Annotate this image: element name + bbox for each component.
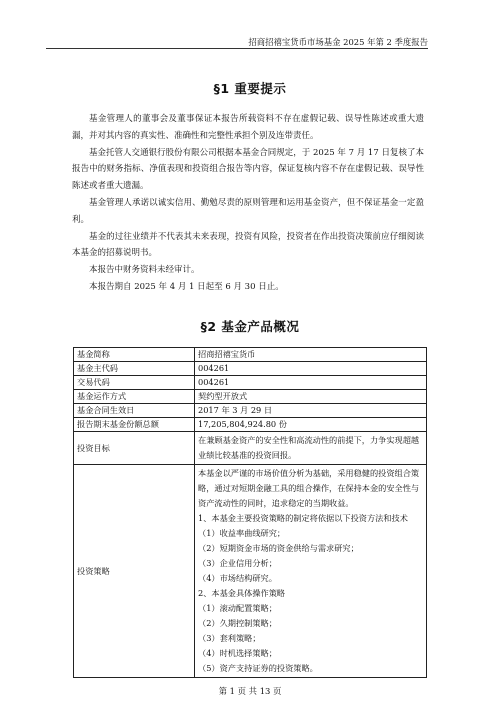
- strategy-line: （4）时机选择策略；: [198, 648, 277, 658]
- row-value: 在兼顾基金资产的安全性和高流动性的前提下，力争实现超越业绩比较基准的投资回报。: [195, 432, 427, 465]
- strategy-line: （1）滚动配置策略；: [198, 603, 277, 613]
- strategy-line: （3）套利策略；: [198, 633, 261, 643]
- notice-paragraph: 本报告期自 2025 年 4 月 1 日起至 6 月 30 日止。: [89, 282, 284, 293]
- table-row: [74, 348, 427, 362]
- strategy-line: （2）久期控制策略；: [198, 618, 277, 628]
- row-label: 基金合同生效日: [74, 404, 195, 418]
- row-label: 基金主代码: [74, 362, 195, 376]
- strategy-line: 本基金以严谨的市场价值分析为基础，采用稳健的投资组合策略，通过对短期金融工具的组合操作，在保持本金的安全性与资产流动性的同时，追求稳定的当期收益。: [198, 468, 420, 508]
- row-label: 投资策略: [74, 465, 195, 678]
- row-label: 报告期末基金份额总额: [74, 418, 195, 432]
- important-notice: [72, 111, 424, 297]
- strategy-cell: [195, 465, 427, 678]
- row-value: 2017 年 3 月 29 日: [195, 404, 427, 418]
- notice-paragraph: 基金托管人交通银行股份有限公司根据本基金合同规定，于 2025 年 7 月 17 日复核了本报告中的财务指标、净值表现和投资组合报告等内容，保证复核内容不存在虚假记载、误导性陈述或者重大遗漏。: [72, 147, 424, 191]
- notice-paragraph: 基金的过往业绩并不代表其未来表现，投资有风险，投资者在作出投资决策前应仔细阅读本基金的招募说明书。: [72, 231, 424, 259]
- strategy-line: （5）资产支持证券的投资策略。: [198, 663, 318, 673]
- table-row: [74, 390, 427, 404]
- row-value: 契约型开放式: [195, 390, 427, 404]
- fund-profile-table: [73, 347, 427, 678]
- strategy-line: （4）市场结构研究。: [198, 573, 277, 583]
- running-header: 招商招禧宝货币市场基金 2025 年第 2 季度报告: [248, 37, 428, 47]
- table-row: [74, 404, 427, 418]
- section-2-title: §2 基金产品概况: [200, 319, 300, 334]
- notice-paragraph: 基金管理人承诺以诚实信用、勤勉尽责的原则管理和运用基金资产，但不保证基金一定盈利。: [72, 197, 424, 225]
- row-label: 基金运作方式: [74, 390, 195, 404]
- table-row: [74, 465, 427, 678]
- row-value: 004261: [195, 376, 427, 390]
- page-number: 第 1 页 共 13 页: [218, 686, 282, 696]
- header-rule: [46, 48, 428, 49]
- row-value: 17,205,804,924.80 份: [195, 418, 427, 432]
- row-value: 004261: [195, 362, 427, 376]
- row-label: 投资目标: [74, 432, 195, 465]
- strategy-line: （2）短期资金市场的资金供给与需求研究；: [198, 543, 359, 553]
- strategy-line: （3）企业信用分析；: [198, 558, 277, 568]
- strategy-line: 1、本基金主要投资策略的制定将依据以下投资方法和技术: [198, 513, 408, 523]
- section-1-title: §1 重要提示: [213, 81, 287, 96]
- notice-paragraph: 本报告中财务资料未经审计。: [89, 265, 200, 276]
- table-row: [74, 376, 427, 390]
- table-row: [74, 418, 427, 432]
- row-label: 交易代码: [74, 376, 195, 390]
- notice-paragraph: 基金管理人的董事会及董事保证本报告所载资料不存在虚假记载、误导性陈述或重大遗漏，并对其内容的真实性、准确性和完整性承担个别及连带责任。: [72, 114, 424, 141]
- table-row: [74, 432, 427, 465]
- row-value: 招商招禧宝货币: [195, 348, 427, 362]
- strategy-line: （1）收益率曲线研究；: [198, 528, 286, 538]
- row-label: 基金简称: [74, 348, 195, 362]
- strategy-line: 2、本基金具体操作策略: [198, 588, 286, 598]
- table-row: [74, 362, 427, 376]
